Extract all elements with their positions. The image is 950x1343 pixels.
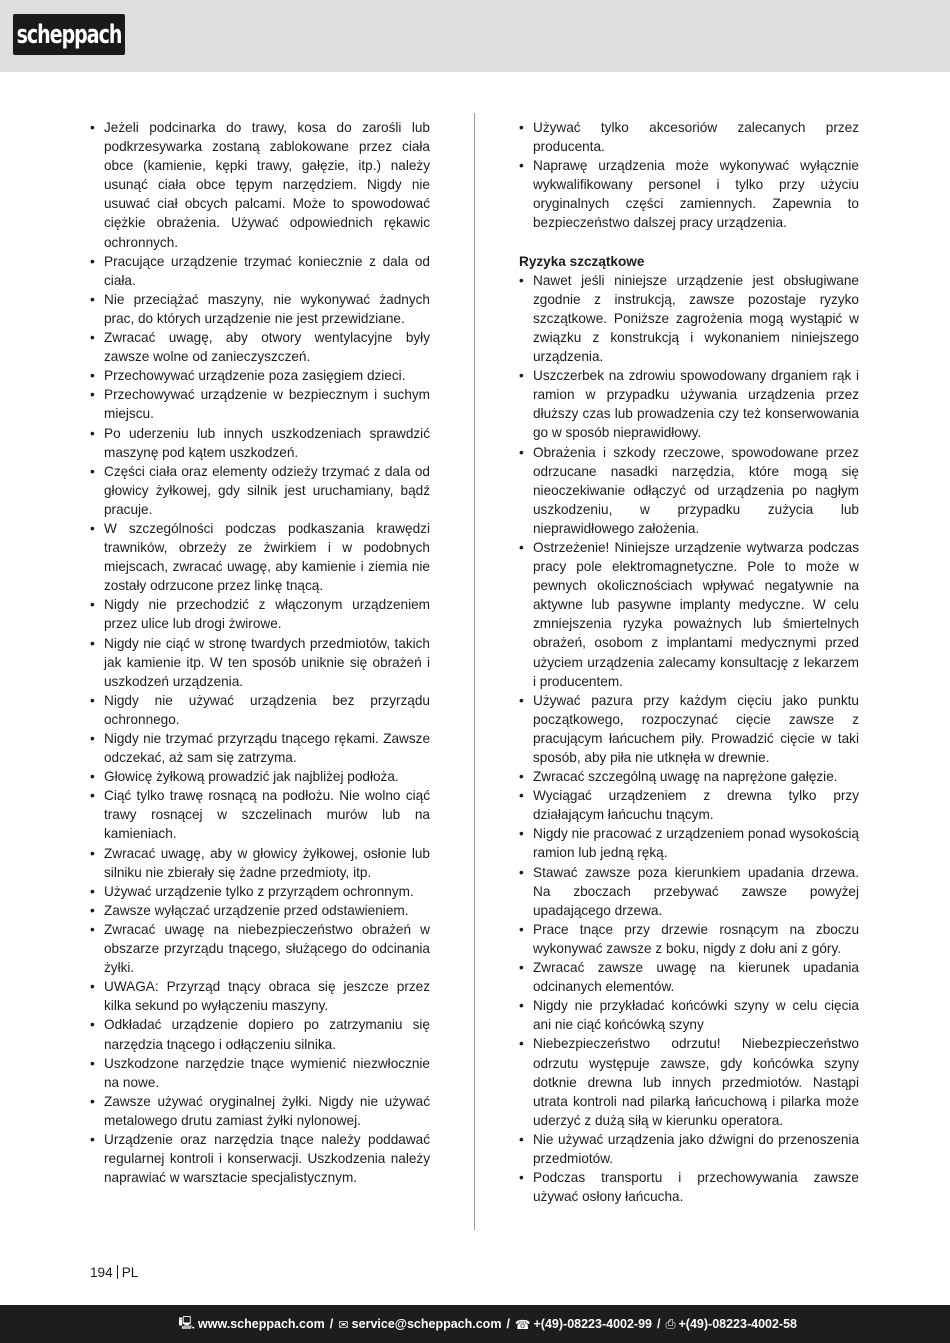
footer-website[interactable]: www.scheppach.com xyxy=(198,1317,325,1331)
footer-separator: / xyxy=(657,1317,661,1331)
list-item: • Jeżeli podcinarka do trawy, kosa do zarośli lub podkrzesywarka zostaną zablokowane przez ciała obce (kamienie, kępki trawy, gałęzie, itp.) należy usunąć ciała obce tępym narzędziem. Nigdy nie usuwać ciał obcych palcami. Może to spowodować ciężkie obrażenia. Używać odpowiednich rękawic ochronnych. xyxy=(90,118,430,252)
safety-list-right xyxy=(519,118,859,233)
list-item: • Używać pazura przy każdym cięciu jako punktu początkowego, rozpoczynać cięcie zawsze z pracującym łańcuchem piły. Prowadzić cięcie w taki sposób, aby piła nie utknęła w drewnie. xyxy=(519,691,859,767)
list-item: • Nie używać urządzenia jako dźwigni do przenoszenia przedmiotów. xyxy=(519,1130,859,1168)
list-item: • Urządzenie oraz narzędzia tnące należy poddawać regularnej kontroli i konserwacji. Uszkodzenia należy naprawiać w warsztacie specjalistycznym. xyxy=(90,1130,430,1187)
safety-list-left xyxy=(90,118,430,1187)
page-language: PL xyxy=(121,1265,139,1280)
list-item: • Nigdy nie przykładać końcówki szyny w celu cięcia ani nie ciąć końcówką szyny xyxy=(519,996,859,1034)
list-item: • Zwracać zawsze uwagę na kierunek upadania odcinanych elementów. xyxy=(519,958,859,996)
residual-risks-list xyxy=(519,271,859,1207)
footer-fax: +(49)-08223-4002-58 xyxy=(678,1317,797,1331)
list-item: • Zawsze wyłączać urządzenie przed odstawieniem. xyxy=(90,901,430,920)
list-item: • Stawać zawsze poza kierunkiem upadania drzewa. Na zboczach przebywać zawsze powyżej upadającego drzewa. xyxy=(519,863,859,920)
list-item: • W szczególności podczas podkaszania krawędzi trawników, obrzeży ze żwirkiem i w podobnych miejscach, zwracać uwagę, aby kamienie i ziemia nie zostały odrzucone przez linkę tnącą. xyxy=(90,519,430,595)
list-item: • Zwracać uwagę, aby otwory wentylacyjne były zawsze wolne od zanieczyszczeń. xyxy=(90,328,430,366)
phone-icon: ☎ xyxy=(514,1317,531,1332)
list-item: • Głowicę żyłkową prowadzić jak najbliżej podłoża. xyxy=(90,767,430,786)
email-icon: ✉ xyxy=(338,1317,349,1332)
list-item: • Nawet jeśli niniejsze urządzenie jest obsługiwane zgodnie z instrukcją, zawsze pozostaje ryzyko szczątkowe. Poniższe zagrożenia mogą wystąpić w związku z konstrukcją i wykonaniem niniejszego urządzenia. xyxy=(519,271,859,366)
list-item: • Obrażenia i szkody rzeczowe, spowodowane przez odrzucane nasadki narzędzia, które mogą się nieoczekiwanie odłączyć od urządzenia po nagłym uszkodzeniu, w przypadku zużycia lub nieprawidłowego założenia. xyxy=(519,443,859,538)
list-item: • Ostrzeżenie! Niniejsze urządzenie wytwarza podczas pracy pole elektromagnetyczne. Pole to może w pewnych okolicznościach wpływać negatywnie na aktywne lub pasywne implanty medyczne. W celu zmniejszenia ryzyka poważnych lub śmiertelnych obrażeń, osobom z implantami medycznymi przed użyciem urządzenia zalecamy konsultację z lekarzem i producentem. xyxy=(519,538,859,691)
list-item: • Podczas transportu i przechowywania zawsze używać osłony łańcucha. xyxy=(519,1168,859,1206)
list-item: • Odkładać urządzenie dopiero po zatrzymaniu się narzędzia tnącego i odłączeniu silnika. xyxy=(90,1015,430,1053)
list-item: • Nigdy nie ciąć w stronę twardych przedmiotów, takich jak kamienie itp. W ten sposób uniknie się obrażeń i uszkodzeń urządzenia. xyxy=(90,634,430,691)
list-item: • Nigdy nie przechodzić z włączonym urządzeniem przez ulice lub drogi żwirowe. xyxy=(90,595,430,633)
footer-separator: / xyxy=(506,1317,510,1331)
column-divider xyxy=(474,113,475,1230)
page-number-divider xyxy=(117,1265,118,1279)
list-item: • Zwracać uwagę, aby w głowicy żyłkowej, osłonie lub silniku nie zbierały się żadne przedmioty, itp. xyxy=(90,844,430,882)
list-item: • Nigdy nie trzymać przyrządu tnącego rękami. Zawsze odczekać, aż sam się zatrzyma. xyxy=(90,729,430,767)
list-item: • Zwracać uwagę na niebezpieczeństwo obrażeń w obszarze przyrządu tnącego, służącego do odcinania żyłki. xyxy=(90,920,430,977)
list-item: • Przechowywać urządzenie w bezpiecznym i suchym miejscu. xyxy=(90,385,430,423)
list-item: • Części ciała oraz elementy odzieży trzymać z dala od głowicy żyłkowej, gdy silnik jest uruchamiany, bądź pracuje. xyxy=(90,462,430,519)
list-item: • Używać urządzenie tylko z przyrządem ochronnym. xyxy=(90,882,430,901)
list-item: • Nie przeciążać maszyny, nie wykonywać żadnych prac, do których urządzenie nie jest przewidziane. xyxy=(90,290,430,328)
footer-email[interactable]: service@scheppach.com xyxy=(351,1317,502,1331)
list-item: • Wyciągać urządzeniem z drewna tylko przy działającym łańcuchu tnącym. xyxy=(519,786,859,824)
footer-separator: / xyxy=(329,1317,334,1331)
list-item: • Używać tylko akcesoriów zalecanych przez producenta. xyxy=(519,118,859,156)
list-item: • Naprawę urządzenia może wykonywać wyłącznie wykwalifikowany personel i tylko przy użyciu oryginalnych części zamiennych. Zapewnia to bezpieczeństwo dalszej pracy urządzenia. xyxy=(519,156,859,232)
list-item: • Niebezpieczeństwo odrzutu! Niebezpieczeństwo odrzutu występuje zawsze, gdy końcówka szyny dotknie drewna lub innych przedmiotów. Nastąpi utrata kontroli nad pilarką łańcuchową i pilarka może uderzyć z dużą siłą w kierunku operatora. xyxy=(519,1034,859,1129)
computer-icon: 🖳 xyxy=(178,1315,196,1330)
footer-phone: +(49)-08223-4002-99 xyxy=(533,1317,652,1331)
list-item: • Po uderzeniu lub innych uszkodzeniach sprawdzić maszynę pod kątem uszkodzeń. xyxy=(90,424,430,462)
fax-icon: ⎙ xyxy=(665,1316,676,1331)
page-header xyxy=(0,0,950,72)
scheppach-logo xyxy=(13,14,125,55)
right-column xyxy=(519,118,859,1206)
list-item: • UWAGA: Przyrząd tnący obraca się jeszcze przez kilka sekund po wyłączeniu maszyny. xyxy=(90,977,430,1015)
page-number: 194 xyxy=(90,1265,113,1280)
list-item: • Ciąć tylko trawę rosnącą na podłożu. Nie wolno ciąć trawy rosnącej w szczelinach murów lub na kamieniach. xyxy=(90,786,430,843)
left-column xyxy=(90,118,430,1187)
list-item: • Przechowywać urządzenie poza zasięgiem dzieci. xyxy=(90,366,430,385)
list-item: • Nigdy nie pracować z urządzeniem ponad wysokością ramion lub jedną ręką. xyxy=(519,824,859,862)
list-item: • Zawsze używać oryginalnej żyłki. Nigdy nie używać metalowego drutu zamiast żyłki nylonowej. xyxy=(90,1092,430,1130)
list-item: • Uszkodzone narzędzie tnące wymienić niezwłocznie na nowe. xyxy=(90,1054,430,1092)
list-item: • Prace tnące przy drzewie rosnącym na zboczu wykonywać zawsze z boku, nigdy z dołu ani z góry. xyxy=(519,920,859,958)
list-item: • Zwracać szczególną uwagę na naprężone gałęzie. xyxy=(519,767,859,786)
page-footer xyxy=(0,1305,950,1343)
logo-text: scheppach xyxy=(16,19,122,50)
page-number-block xyxy=(90,1265,138,1280)
list-item: • Pracujące urządzenie trzymać koniecznie z dala od ciała. xyxy=(90,252,430,290)
section-heading-residual-risks: Ryzyka szczątkowe xyxy=(519,253,645,269)
list-item: • Nigdy nie używać urządzenia bez przyrządu ochronnego. xyxy=(90,691,430,729)
list-item: • Uszczerbek na zdrowiu spowodowany drganiem rąk i ramion w przypadku używania urządzenia przez dłuższy czas lub prowadzenia czy też konserwowania go w sposób nieprawidłowy. xyxy=(519,366,859,442)
